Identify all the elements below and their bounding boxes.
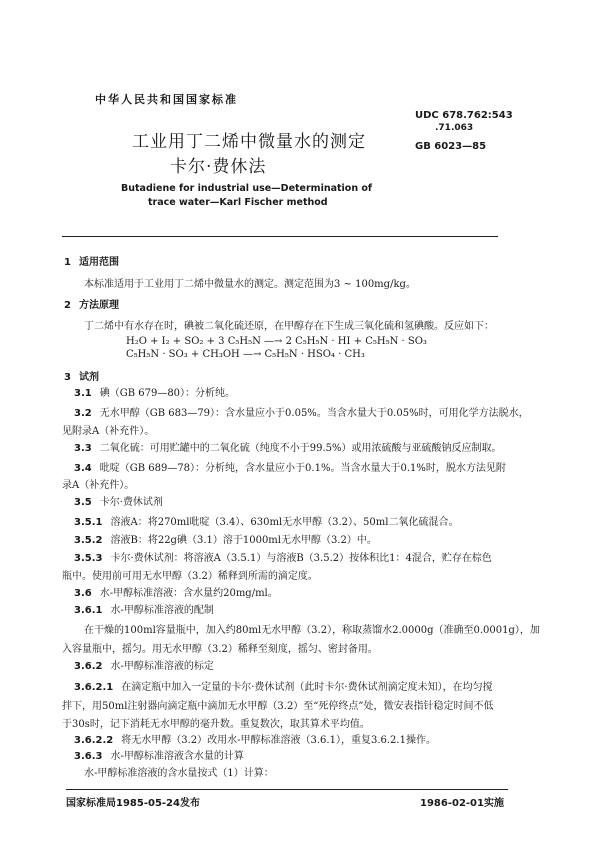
section-1-heading: 1 适用范围 bbox=[64, 257, 119, 268]
clause-3-6: 3.6 水-甲醇标准溶液：含水量约20mg/ml。 bbox=[74, 588, 278, 599]
udc-code-cont: .71.063 bbox=[435, 123, 474, 133]
section-1-text: 本标准适用于工业用丁二烯中微量水的测定。测定范围为3 ~ 100mg/kg。 bbox=[84, 279, 416, 290]
clause-3-5-3: 3.5.3 卡尔·费休试剂：将溶液A（3.5.1）与溶液B（3.5.2）按体积比1：4混合，贮存在棕色 bbox=[74, 553, 492, 564]
clause-3-5-2: 3.5.2 溶液B：将22g碘（3.1）溶于1000ml无水甲醇（3.2）中。 bbox=[74, 535, 377, 546]
clause-3-4-cont: 录A（补充件）。 bbox=[62, 480, 135, 491]
clause-3-3: 3.3 二氧化硫：可用贮罐中的二氧化硫（纯度不小于99.5%）或用浓硫酸与亚硫酸钠反应制取。 bbox=[74, 443, 502, 454]
clause-3-6-2: 3.6.2 水-甲醇标准溶液的标定 bbox=[74, 661, 214, 672]
udc-code: UDC 678.762:543 bbox=[415, 110, 513, 121]
clause-3-6-3-para: 水-甲醇标准溶液的含水量按式（1）计算： bbox=[84, 768, 274, 779]
standard-number: GB 6023—85 bbox=[415, 141, 487, 152]
clause-3-5-1: 3.5.1 溶液A：将270ml吡啶（3.4）、630ml无水甲醇（3.2）、50ml二氧化硫混合。 bbox=[74, 517, 459, 528]
title-cn: 工业用丁二烯中微量水的测定 bbox=[132, 132, 366, 152]
section-3-heading: 3 试剂 bbox=[64, 372, 99, 383]
clause-3-6-2-1-cont: 拌下，用50ml注射器向滴定瓶中滴加无水甲醇（3.2）至“死停终点”处，微安表指针稳定时间不低 bbox=[62, 701, 494, 712]
clause-3-6-1: 3.6.1 水-甲醇标准溶液的配制 bbox=[74, 605, 214, 616]
footer-divider bbox=[66, 789, 508, 790]
clause-3-2-cont: 见附录A（补充件）。 bbox=[62, 426, 155, 437]
section-2-text: 丁二烯中有水存在时，碘被二氧化硫还原，在甲醇存在下生成三氧化硫和氢碘酸。反应如下： bbox=[84, 321, 494, 332]
clause-3-2: 3.2 无水甲醇（GB 683—79）：含水量应小于0.05%。当含水量大于0.05%时，可用化学方法脱水， bbox=[74, 408, 529, 419]
title-en-sub: trace water—Karl Fischer method bbox=[148, 197, 328, 208]
issue-date: 国家标准局1985-05-24发布 bbox=[66, 798, 200, 809]
clause-3-6-1-para-cont: 入容量瓶中，摇匀。用无水甲醇（3.2）稀释至刻度，摇匀、密封备用。 bbox=[62, 644, 378, 655]
effective-date: 1986-02-01实施 bbox=[420, 798, 504, 809]
clause-3-6-2-1-cont2: 于30s时，记下消耗无水甲醇的毫升数。重复数次，取其算术平均值。 bbox=[62, 719, 370, 730]
clause-3-6-2-2: 3.6.2.2 将无水甲醇（3.2）改用水-甲醇标准溶液（3.6.1），重复3.6.2.1操作。 bbox=[74, 735, 436, 746]
clause-3-5-3-cont: 瓶中。使用前可用无水甲醇（3.2）稀释到所需的滴定度。 bbox=[62, 571, 318, 582]
issuing-body: 中华人民共和国国家标准 bbox=[95, 93, 238, 106]
clause-3-6-1-para: 在干燥的100ml容量瓶中，加入约80ml无水甲醇（3.2），称取蒸馏水2.0000g（准确至0.0001g），加 bbox=[84, 625, 540, 636]
clause-3-1: 3.1 碘（GB 679—80）：分析纯。 bbox=[74, 388, 236, 399]
equation-2: C₅H₅N · SO₃ + CH₃OH —→ C₅H₅N · HSO₄ · CH₃ bbox=[126, 349, 365, 360]
clause-3-4: 3.4 吡啶（GB 689—78）：分析纯，含水量应小于0.1%。当含水量大于0.1%时，脱水方法见附 bbox=[74, 463, 506, 474]
title-en: Butadiene for industrial use—Determination of bbox=[121, 183, 373, 194]
clause-3-5: 3.5 卡尔·费休试剂 bbox=[74, 497, 163, 508]
section-2-heading: 2 方法原理 bbox=[64, 300, 119, 311]
equation-1: H₂O + I₂ + SO₂ + 3 C₅H₅N —→ 2 C₅H₅N · HI + C₅H₅N · SO₃ bbox=[126, 336, 427, 347]
clause-3-6-2-1: 3.6.2.1 在滴定瓶中加入一定量的卡尔·费休试剂（此时卡尔·费休试剂滴定度未知），在均匀搅 bbox=[74, 682, 493, 693]
header-divider bbox=[62, 236, 498, 237]
clause-3-6-3: 3.6.3 水-甲醇标准溶液含水量的计算 bbox=[74, 751, 244, 762]
title-cn-sub: 卡尔·费休法 bbox=[170, 157, 267, 177]
